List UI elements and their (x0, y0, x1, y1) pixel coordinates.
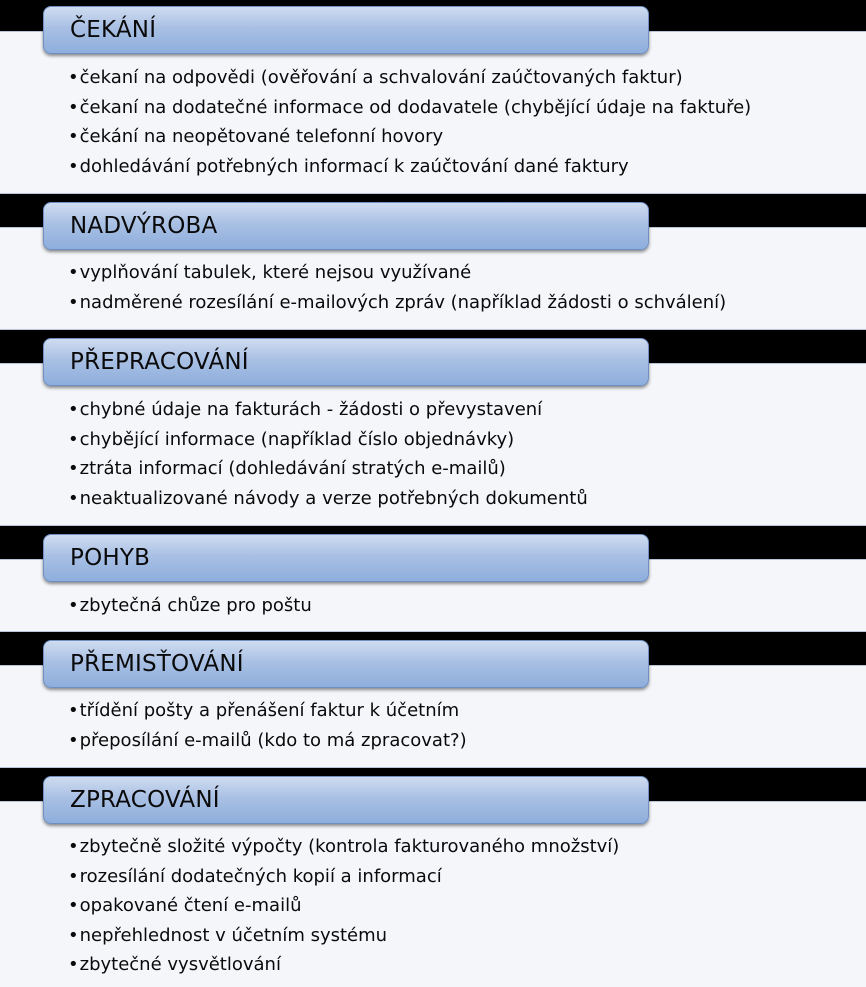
list-item: •chybné údaje na fakturách - žádosti o převystavení (68, 395, 856, 425)
item-list (68, 63, 856, 181)
panel-cekani (0, 31, 866, 194)
list-item: •čekání na neopětované telefonní hovory (68, 122, 856, 152)
section-header-prepracovani (43, 338, 649, 386)
section-header-nadvyroba (43, 202, 649, 250)
section-header-zpracovani (43, 776, 649, 824)
list-item: •zbytečně složité výpočty (kontrola fakturovaného množství) (68, 832, 856, 862)
bullet-icon: • (68, 262, 79, 283)
bullet-icon: • (68, 458, 79, 479)
bullet-icon: • (68, 924, 79, 946)
bullet-icon: • (68, 96, 79, 118)
section-header-pohyb (43, 534, 649, 582)
bullet-icon: • (68, 895, 79, 916)
bullet-icon: • (68, 126, 79, 147)
list-item: •dohledávání potřebných informací k zaúčtování dané faktury (68, 152, 856, 182)
bullet-icon: • (68, 954, 79, 975)
panel-prepracovani (0, 363, 866, 526)
bullet-icon: • (68, 836, 79, 857)
section-header-premistovani (43, 640, 649, 688)
list-item: •čekaní na dodatečné informace od dodavatele (chybějící údaje na faktuře) (68, 93, 856, 123)
section-title: POHYB (70, 545, 151, 571)
bullet-icon: • (68, 729, 79, 751)
item-list (68, 591, 856, 621)
section-title: PŘEMISŤOVÁNÍ (70, 651, 244, 677)
bullet-icon: • (68, 700, 79, 721)
section-title: PŘEPRACOVÁNÍ (70, 349, 249, 375)
bullet-icon: • (68, 428, 79, 450)
list-item: •nepřehlednost v účetním systému (68, 921, 856, 951)
list-item: •zbytečné vysvětlování (68, 950, 856, 980)
item-list (68, 258, 856, 317)
list-item: •chybějící informace (například číslo objednávky) (68, 425, 856, 455)
bullet-icon: • (68, 865, 79, 887)
bullet-icon: • (68, 595, 79, 616)
bullet-icon: • (68, 487, 79, 509)
list-item: •třídění pošty a přenášení faktur k účetním (68, 696, 856, 726)
list-item: •ztráta informací (dohledávání stratých e-mailů) (68, 454, 856, 484)
list-item: •čekaní na odpovědi (ověřování a schvalování zaúčtovaných faktur) (68, 63, 856, 93)
bullet-icon: • (68, 291, 79, 313)
section-title: NADVÝROBA (70, 213, 218, 239)
bullet-icon: • (68, 67, 79, 88)
bullet-icon: • (68, 155, 79, 177)
item-list (68, 395, 856, 513)
section-header-cekani (43, 6, 649, 54)
list-item: •rozesílání dodatečných kopií a informací (68, 862, 856, 892)
list-item: •neaktualizované návody a verze potřebných dokumentů (68, 484, 856, 514)
item-list (68, 696, 856, 755)
list-item: •vyplňování tabulek, které nejsou využívané (68, 258, 856, 288)
list-item: •nadměrené rozesílání e-mailových zpráv (například žádosti o schválení) (68, 288, 856, 318)
list-item: •přeposílání e-mailů (kdo to má zpracovat?) (68, 726, 856, 756)
panel-zpracovani (0, 801, 866, 987)
list-item: •zbytečná chůze pro poštu (68, 591, 856, 621)
section-title: ČEKÁNÍ (70, 17, 157, 43)
section-title: ZPRACOVÁNÍ (70, 787, 220, 813)
bullet-icon: • (68, 399, 79, 420)
list-item: •opakované čtení e-mailů (68, 891, 856, 921)
item-list (68, 832, 856, 980)
